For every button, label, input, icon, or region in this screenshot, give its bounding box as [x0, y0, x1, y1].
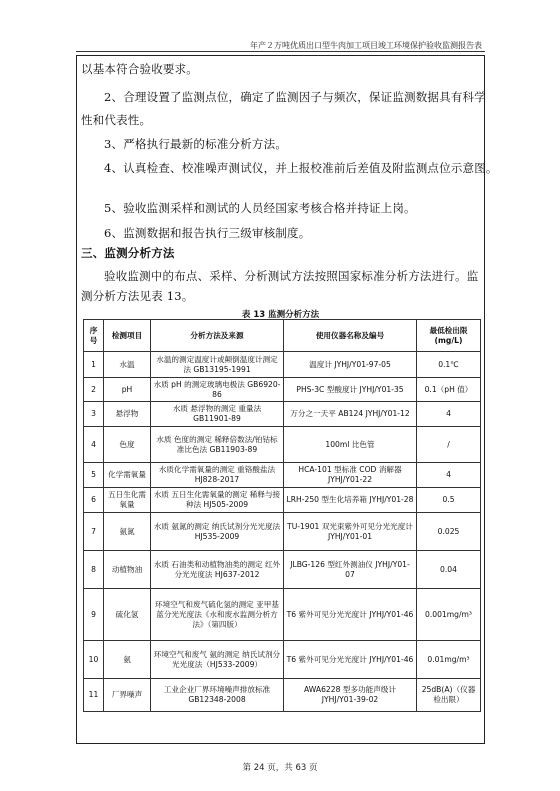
cell-limit: 0.04: [417, 551, 481, 589]
cell-limit: 0.01mg/m³: [417, 641, 481, 679]
cell-instrument: 温度计 JYHJ/Y01-97-05: [284, 352, 417, 378]
table-caption: 表 13 监测分析方法: [241, 310, 320, 320]
cell-no: 6: [84, 488, 104, 513]
cell-item: 氨: [104, 641, 151, 679]
cell-limit: 4: [417, 402, 481, 427]
table-row: [84, 402, 481, 427]
col-header-item: 检测项目: [104, 320, 151, 352]
cell-no: 3: [84, 402, 104, 427]
page-number: 第 24 页，共 63 页: [242, 763, 318, 773]
table-row: [84, 463, 481, 488]
cell-item: 硫化氢: [104, 589, 151, 641]
cell-limit: 0.5: [417, 488, 481, 513]
cell-method: 水质 pH 的测定玻璃电极法 GB6920-86: [151, 378, 284, 402]
cell-method: 水质 五日生化需氧量的测定 稀释与接种法 HJ505-2009: [151, 488, 284, 513]
cell-limit: /: [417, 427, 481, 463]
col-header-instrument: 使用仪器名称及编号: [284, 320, 417, 352]
cell-limit: 0.001mg/m³: [417, 589, 481, 641]
table-row: [84, 589, 481, 641]
cell-limit: 0.1（pH 值）: [417, 378, 481, 402]
cell-method: 水质 色度的测定 稀释倍数法/铂钴标准比色法 GB11903-89: [151, 427, 284, 463]
cell-instrument: AWA6228 型多功能声级计 JYHJ/Y01-39-02: [284, 679, 417, 712]
header-rule: [76, 51, 485, 52]
table-row: [84, 641, 481, 679]
cell-no: 10: [84, 641, 104, 679]
section-paragraph-line2: 测分析方法见表 13。: [81, 289, 194, 303]
section-heading: 三、监测分析方法: [81, 246, 175, 260]
cell-instrument: PHS-3C 型酸度计 JYHJ/Y01-35: [284, 378, 417, 402]
report-title: 年产２万吨优质出口型牛肉加工项目竣工环境保护验收监测报告表: [250, 41, 482, 50]
item-4: 4、认真检查、校准噪声测试仪，并上报校准前后差值及附监测点位示意图。: [104, 161, 498, 175]
continuation-line: 以基本符合验收要求。: [81, 62, 198, 76]
cell-item: 水温: [104, 352, 151, 378]
page-header: [0, 0, 560, 56]
cell-method: 环境空气和废气硫化氢的测定 亚甲基蓝分光光度法《水和废水监测分析方法》（第四版）: [151, 589, 284, 641]
cell-instrument: T6 紫外可见分光光度计 JYHJ/Y01-46: [284, 589, 417, 641]
cell-no: 8: [84, 551, 104, 589]
cell-no: 11: [84, 679, 104, 712]
col-header-no: 序号: [84, 320, 104, 352]
table-row: [84, 513, 481, 551]
content-frame: [76, 55, 498, 744]
table-row: [84, 679, 481, 712]
table-header-row: [84, 320, 481, 352]
table-row: [84, 551, 481, 589]
cell-limit: 0.1℃: [417, 352, 481, 378]
table-row: [84, 352, 481, 378]
col-header-limit: 最低检出限 (mg/L): [417, 320, 481, 352]
cell-no: 7: [84, 513, 104, 551]
cell-instrument: TU-1901 双光束紫外可见分光光度计 JYHJ/Y01-01: [284, 513, 417, 551]
cell-limit: 25dB(A)（仪器检出限）: [417, 679, 481, 712]
table-row: [84, 488, 481, 513]
cell-no: 1: [84, 352, 104, 378]
cell-instrument: HCA-101 型标准 COD 消解器 JYHJ/Y01-22: [284, 463, 417, 488]
cell-method: 水质 石油类和动植物油类的测定 红外分光光度法 HJ637-2012: [151, 551, 284, 589]
cell-limit: 0.025: [417, 513, 481, 551]
cell-instrument: T6 紫外可见分光光度计 JYHJ/Y01-46: [284, 641, 417, 679]
cell-instrument: LRH-250 型生化培养箱 JYHJ/Y01-28: [284, 488, 417, 513]
cell-item: 厂界噪声: [104, 679, 151, 712]
cell-method: 水质化学需氧量的测定 重铬酸盐法 HJ828-2017: [151, 463, 284, 488]
cell-instrument: 万分之一天平 AB124 JYHJ/Y01-12: [284, 402, 417, 427]
cell-item: 悬浮物: [104, 402, 151, 427]
cell-method: 水质 氨氮的测定 纳氏试剂分光光度法 HJ535-2009: [151, 513, 284, 551]
cell-no: 5: [84, 463, 104, 488]
table-row: [84, 427, 481, 463]
col-header-method: 分析方法及来源: [151, 320, 284, 352]
cell-instrument: 100ml 比色管: [284, 427, 417, 463]
cell-limit: 4: [417, 463, 481, 488]
cell-item: 动植物油: [104, 551, 151, 589]
cell-method: 环境空气和废气 氨的测定 纳氏试剂分光光度法（HJ533-2009）: [151, 641, 284, 679]
table-row: [84, 378, 481, 402]
cell-no: 9: [84, 589, 104, 641]
item-6: 6、监测数据和报告执行三级审核制度。: [104, 226, 311, 240]
cell-item: 化学需氧量: [104, 463, 151, 488]
item-3: 3、严格执行最新的标准分析方法。: [104, 137, 288, 151]
cell-no: 2: [84, 378, 104, 402]
cell-item: pH: [104, 378, 151, 402]
cell-instrument: JLBG-126 型红外测油仪 JYHJ/Y01-07: [284, 551, 417, 589]
item-2-line1: 2、合理设置了监测点位，确定了监测因子与频次，保证监测数据具有科学: [104, 90, 486, 104]
section-paragraph-line1: 验收监测中的布点、采样、分析测试方法按照国家标准分析方法进行。监: [104, 269, 479, 283]
cell-method: 水温的测定温度计或颠倒温度计测定法 GB13195-1991: [151, 352, 284, 378]
methods-table: [83, 319, 481, 712]
cell-item: 五日生化需氧量: [104, 488, 151, 513]
cell-no: 4: [84, 427, 104, 463]
item-2-line2: 性和代表性。: [81, 113, 152, 127]
cell-method: 水质 悬浮物的测定 重量法 GB11901-89: [151, 402, 284, 427]
cell-item: 色度: [104, 427, 151, 463]
item-5: 5、验收监测采样和测试的人员经国家考核合格并持证上岗。: [104, 201, 416, 215]
cell-method: 工业企业厂界环境噪声排放标准 GB12348-2008: [151, 679, 284, 712]
cell-item: 氨氮: [104, 513, 151, 551]
